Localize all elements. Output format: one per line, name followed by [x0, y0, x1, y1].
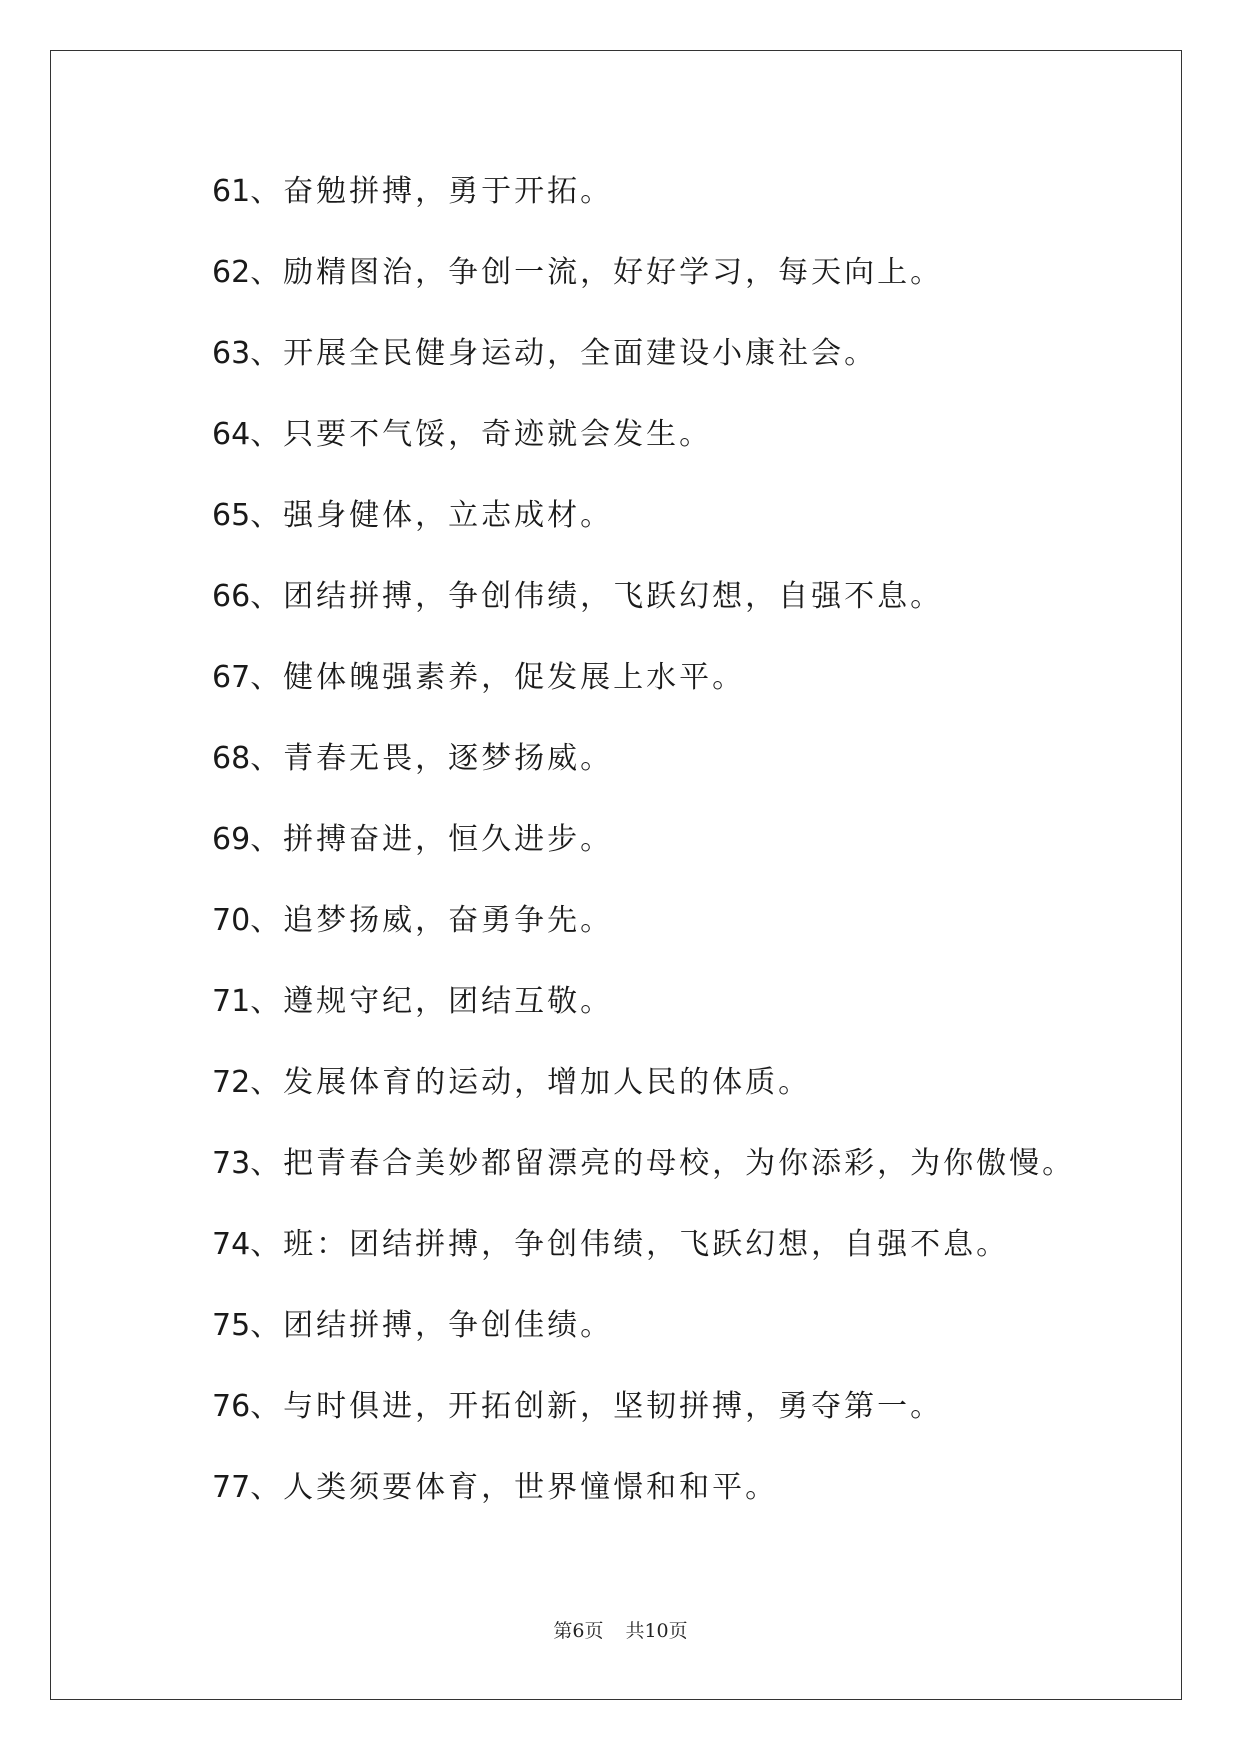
list-item	[212, 490, 1075, 571]
item-text: 、强身健体，立志成材。	[250, 498, 614, 533]
item-number: 64	[212, 417, 251, 452]
item-text: 、拼搏奋进，恒久进步。	[250, 822, 614, 857]
list-item	[212, 1138, 1075, 1219]
list-item	[212, 1219, 1075, 1300]
item-text: 、团结拼搏，争创佳绩。	[250, 1308, 614, 1343]
page-footer	[0, 1616, 1241, 1643]
item-number: 63	[212, 336, 251, 371]
list-item	[212, 1462, 1075, 1543]
item-text: 、发展体育的运动，增加人民的体质。	[250, 1065, 812, 1100]
list-item	[212, 976, 1075, 1057]
item-number: 75	[212, 1308, 251, 1343]
item-number: 69	[212, 822, 251, 857]
list-item	[212, 652, 1075, 733]
item-text: 、把青春合美妙都留漂亮的母校，为你添彩，为你傲慢。	[250, 1146, 1076, 1181]
list-item	[212, 571, 1075, 652]
item-text: 、人类须要体育，世界憧憬和和平。	[250, 1470, 779, 1505]
list-item	[212, 895, 1075, 976]
item-text: 、青春无畏，逐梦扬威。	[250, 741, 614, 776]
item-number: 77	[212, 1470, 251, 1505]
item-number: 62	[212, 255, 251, 290]
item-text: 、与时俱进，开拓创新，坚韧拼搏，勇夺第一。	[250, 1389, 944, 1424]
item-text: 、开展全民健身运动，全面建设小康社会。	[250, 336, 878, 371]
list-item	[212, 247, 1075, 328]
item-number: 71	[212, 984, 251, 1019]
list-item	[212, 1057, 1075, 1138]
item-text: 、奋勉拼搏，勇于开拓。	[250, 174, 614, 209]
item-number: 67	[212, 660, 251, 695]
page-number: 第6页	[553, 1620, 604, 1642]
item-text: 、追梦扬威，奋勇争先。	[250, 903, 614, 938]
item-text: 、健体魄强素养，促发展上水平。	[250, 660, 746, 695]
page-total: 共10页	[625, 1620, 688, 1642]
list-item	[212, 814, 1075, 895]
item-number: 76	[212, 1389, 251, 1424]
item-number: 61	[212, 174, 251, 209]
list-item	[212, 409, 1075, 490]
item-text: 、励精图治，争创一流，好好学习，每天向上。	[250, 255, 944, 290]
list-item	[212, 733, 1075, 814]
item-text: 、团结拼搏，争创伟绩，飞跃幻想，自强不息。	[250, 579, 944, 614]
item-number: 73	[212, 1146, 251, 1181]
item-number: 66	[212, 579, 251, 614]
list-item	[212, 166, 1075, 247]
item-text: 、只要不气馁，奇迹就会发生。	[250, 417, 713, 452]
item-number: 65	[212, 498, 251, 533]
item-number: 74	[212, 1227, 251, 1262]
item-number: 68	[212, 741, 251, 776]
list-item	[212, 1300, 1075, 1381]
item-text: 、班：团结拼搏，争创伟绩，飞跃幻想，自强不息。	[250, 1227, 1010, 1262]
slogan-list	[212, 166, 1075, 1543]
list-item	[212, 1381, 1075, 1462]
item-number: 70	[212, 903, 251, 938]
item-text: 、遵规守纪，团结互敬。	[250, 984, 614, 1019]
list-item	[212, 328, 1075, 409]
item-number: 72	[212, 1065, 251, 1100]
